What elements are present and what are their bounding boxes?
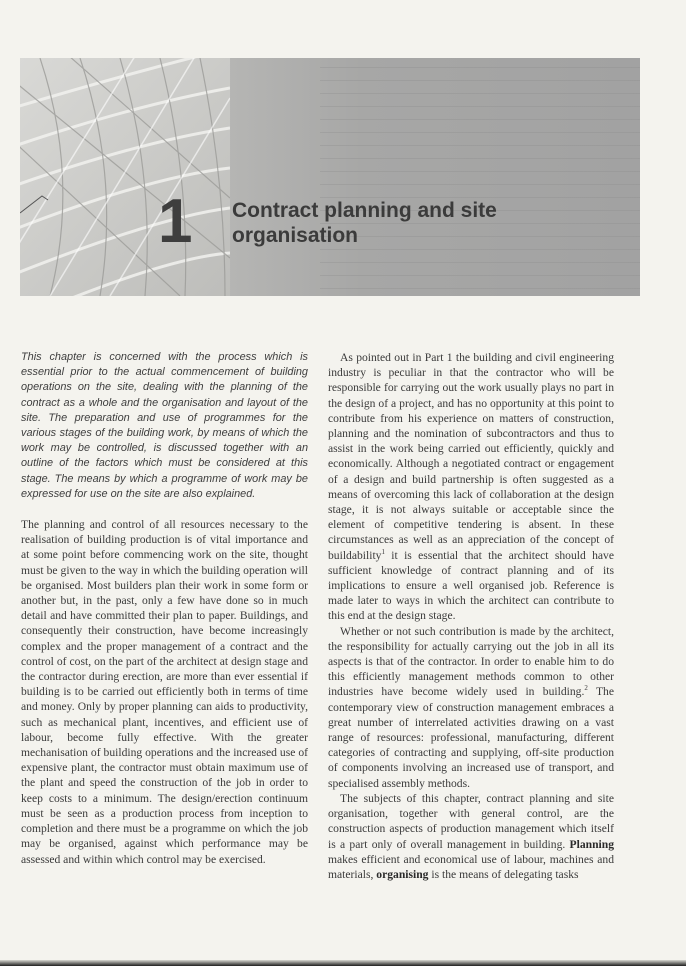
- paragraph-3-text-a: The subjects of this chapter, contract planning and site organisation, together with general control, are the construction aspects of production management which itself is a part only of overall management in building.: [328, 791, 614, 851]
- footnote-ref-1: 1: [381, 547, 385, 556]
- chapter-number: 1: [158, 187, 193, 256]
- chapter-title: Contract planning and site organisation: [232, 199, 497, 247]
- banner-background-texture: [320, 58, 640, 296]
- paragraph-2-text-a: Whether or not such contribution is made by the architect, the responsibility for actually carrying out the job in all its aspects is that of the contractor. In order to enable him to do this efficiently management methods common to other industries have become widely used in building.: [328, 624, 614, 699]
- term-planning: Planning: [569, 837, 614, 851]
- left-column: [21, 350, 308, 867]
- body-paragraph-3: [328, 791, 614, 882]
- footnote-ref-2: 2: [584, 684, 588, 693]
- body-paragraph-left: The planning and control of all resources necessary to the realisation of building production is of vital importance and at some point before commencing work on the site, thought must be given to the way in which the building operation will be organised. Most builders plan their work in some form or another but, in the past, only a few have done so in much detail and have committed their plan to paper. Buildings, and consequently their construction, have become increasingly complex and the proper management of a contract and the control of cost, on the part of the architect at design stage and the contractor during erection, are more than ever essential if building is to be carried out efficiently both in terms of time and money. Only by proper planning can aids to productivity, such as mechanical plant, incentives, and efficient use of labour, become fully effective. With the greater mechanisation of building operations and the increased use of expensive plant, the contractor must obtain maximum use of the plant and speed the construction of the job in order to keep costs to a minimum. The design/erection continuum must be seen as a production process from inception to completion and there must be a programme on which the job may be organised, against which performance may be assessed and within which control may be exercised.: [21, 518, 308, 866]
- term-organising: organising: [376, 867, 429, 881]
- right-column: [328, 350, 614, 882]
- body-paragraph-1: [328, 350, 614, 624]
- vaulted-ceiling-image: [20, 58, 230, 296]
- page-edge-shadow: [0, 960, 686, 966]
- paragraph-3-text-b: makes efficient and economical use of labour, machines and materials,: [328, 852, 614, 881]
- paragraph-1-text-a: As pointed out in Part 1 the building and civil engineering industry is peculiar in that the contractor who will be responsible for carrying out the work usually plays no part in the design of a project, and has no opportunity at this point to contribute from his experience on matters of construction, planning and the nomination of subcontractors and thus to assist in the work being carried out efficiently, quickly and economically. Although a negotiated contract or engagement of a design and build partnership is often suggested as a means of overcoming this lack of collaboration at the design stage, it is not always suitable or acceptable since the element of competitive tendering is absent. In these circumstances as well as an appreciation of the concept of buildability: [328, 351, 614, 562]
- chapter-banner: [20, 58, 640, 296]
- paragraph-2-text-b: The contemporary view of construction management embraces a great number of interrelated activities drawing on a vast range of resources: professional, manufacturing, different categories of contracting and supplying, off-site production of components involving an increased use of transport, and specialised assembly methods.: [328, 685, 615, 790]
- paragraph-1-text-b: it is essential that the architect should have sufficient knowledge of contract planning and of its implications to ensure a well organised job. Reference is made later to ways in which the architect can contribute to this end at the design stage.: [328, 548, 614, 623]
- body-paragraph-2: [328, 624, 614, 791]
- paragraph-3-text-c: is the means of delegating tasks: [428, 867, 579, 881]
- chapter-abstract: This chapter is concerned with the process which is essential prior to the actual commencement of building operations on the site, dealing with the planning of the contract as a whole and the organisation and layout of the site. The preparation and use of programmes for the various stages of the building work, by means of which the work may be controlled, is discussed together with an outline of the factors which must be considered at this stage. The means by which a programme of work may be expressed for use on the site are also explained.: [21, 351, 308, 500]
